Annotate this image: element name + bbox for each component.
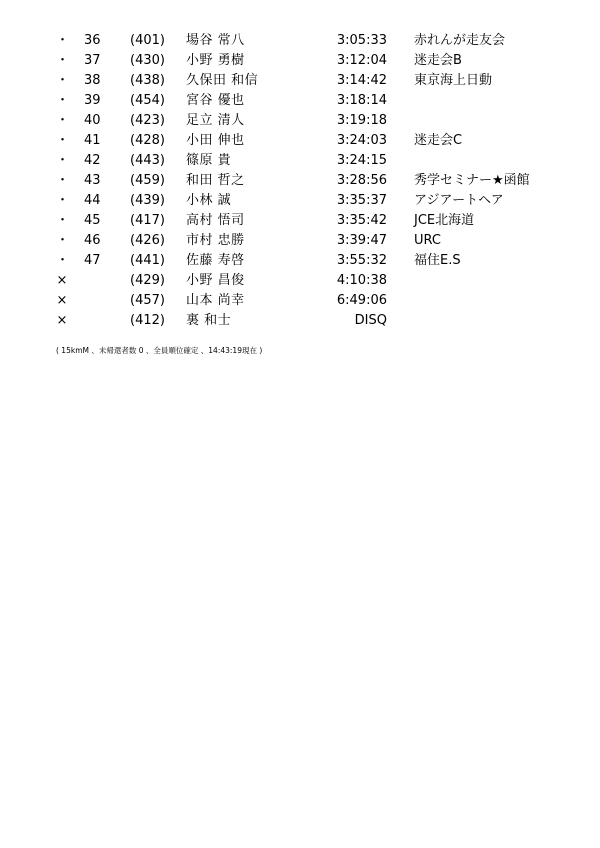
runner-name: 久保田 和信: [186, 73, 259, 88]
runner-name: 篠原 貴: [186, 153, 232, 168]
bib-number: (438): [130, 73, 165, 88]
finish-time: 4:10:38: [336, 273, 387, 288]
status-mark: ・: [56, 93, 70, 108]
bib-number: (417): [130, 213, 165, 228]
team-name: 東京海上日動: [414, 73, 493, 88]
result-row: [0, 31, 600, 51]
runner-name: 小野 勇樹: [186, 53, 245, 68]
bib-number: (426): [130, 233, 165, 248]
team-name: 赤れんが走友会: [414, 33, 506, 48]
status-mark: ・: [56, 213, 70, 228]
result-row: [0, 171, 600, 191]
team-name: 秀学セミナー★函館: [414, 173, 530, 188]
rank: 41: [84, 133, 101, 148]
team-name: JCE北海道: [414, 213, 475, 228]
result-row: [0, 111, 600, 131]
rank: 44: [84, 193, 101, 208]
bib-number: (443): [130, 153, 165, 168]
runner-name: 高村 悟司: [186, 213, 245, 228]
bib-number: (428): [130, 133, 165, 148]
finish-time: 3:35:37: [336, 193, 387, 208]
bib-number: (439): [130, 193, 165, 208]
result-row: [0, 91, 600, 111]
bib-number: (401): [130, 33, 165, 48]
result-row: [0, 291, 600, 311]
team-name: 迷走会C: [414, 133, 463, 148]
bib-number: (457): [130, 293, 165, 308]
runner-name: 佐藤 寿啓: [186, 253, 245, 268]
status-mark: ・: [56, 153, 70, 168]
rank: 38: [84, 73, 101, 88]
runner-name: 市村 忠勝: [186, 233, 245, 248]
bib-number: (429): [130, 273, 165, 288]
status-mark: ・: [56, 233, 70, 248]
finish-time: 3:19:18: [336, 113, 387, 128]
results-table: [0, 31, 600, 331]
finish-time: 3:55:32: [336, 253, 387, 268]
runner-name: 小野 昌俊: [186, 273, 245, 288]
bib-number: (454): [130, 93, 165, 108]
rank: 40: [84, 113, 101, 128]
finish-time: 3:18:14: [336, 93, 387, 108]
rank: 43: [84, 173, 101, 188]
bib-number: (412): [130, 313, 165, 328]
bib-number: (430): [130, 53, 165, 68]
finish-time: 3:24:15: [336, 153, 387, 168]
result-row: [0, 311, 600, 331]
team-name: 福住E.S: [414, 253, 461, 268]
team-name: 迷走会B: [414, 53, 462, 68]
status-footnote: ( 15kmM 、未帰還者数 0 、全員順位確定 、14:43:19現在 ): [56, 346, 263, 355]
result-row: [0, 71, 600, 91]
status-mark: ・: [56, 53, 70, 68]
bib-number: (459): [130, 173, 165, 188]
result-row: [0, 151, 600, 171]
status-mark: ・: [56, 173, 70, 188]
team-name: アジアートヘア: [414, 193, 504, 208]
finish-time: 3:28:56: [336, 173, 387, 188]
runner-name: 足立 清人: [186, 113, 245, 128]
runner-name: 和田 哲之: [186, 173, 245, 188]
rank: 47: [84, 253, 101, 268]
status-mark: ×: [56, 293, 68, 308]
runner-name: 小田 伸也: [186, 133, 245, 148]
result-row: [0, 51, 600, 71]
finish-time: DISQ: [354, 313, 387, 328]
rank: 46: [84, 233, 101, 248]
finish-time: 6:49:06: [336, 293, 387, 308]
runner-name: 場谷 常八: [186, 33, 245, 48]
runner-name: 裏 和士: [186, 313, 232, 328]
result-row: [0, 191, 600, 211]
status-mark: ・: [56, 113, 70, 128]
status-mark: ・: [56, 253, 70, 268]
result-row: [0, 211, 600, 231]
result-row: [0, 271, 600, 291]
runner-name: 宮谷 優也: [186, 93, 245, 108]
result-row: [0, 231, 600, 251]
rank: 42: [84, 153, 101, 168]
finish-time: 3:05:33: [336, 33, 387, 48]
bib-number: (423): [130, 113, 165, 128]
result-row: [0, 251, 600, 271]
rank: 37: [84, 53, 101, 68]
finish-time: 3:14:42: [336, 73, 387, 88]
runner-name: 山本 尚幸: [186, 293, 245, 308]
runner-name: 小林 誠: [186, 193, 232, 208]
rank: 39: [84, 93, 101, 108]
result-row: [0, 131, 600, 151]
status-mark: ×: [56, 313, 68, 328]
status-mark: ・: [56, 33, 70, 48]
status-mark: ・: [56, 193, 70, 208]
status-mark: ・: [56, 73, 70, 88]
team-name: URC: [414, 233, 441, 248]
finish-time: 3:39:47: [336, 233, 387, 248]
finish-time: 3:12:04: [336, 53, 387, 68]
rank: 45: [84, 213, 101, 228]
bib-number: (441): [130, 253, 165, 268]
finish-time: 3:35:42: [336, 213, 387, 228]
status-mark: ×: [56, 273, 68, 288]
status-mark: ・: [56, 133, 70, 148]
finish-time: 3:24:03: [336, 133, 387, 148]
rank: 36: [84, 33, 101, 48]
